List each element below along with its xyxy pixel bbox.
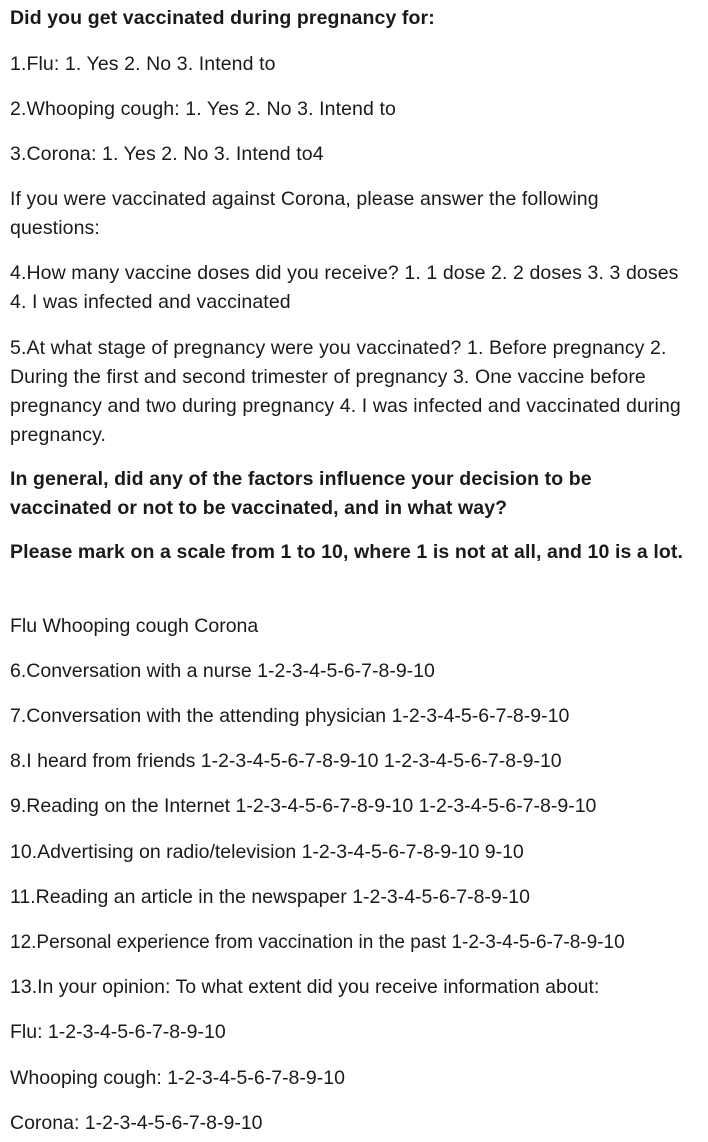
info-whooping-cough: Whooping cough: 1-2-3-4-5-6-7-8-9-10 <box>10 1067 345 1089</box>
question-5-stage: 5.At what stage of pregnancy were you vaccinated? 1. Before pregnancy 2. During the first and second trimester of pregnancy 3. One vaccine before pregnancy and two during pregnancy 4. I was infected and vaccinated during pregnancy. <box>10 337 681 446</box>
factors-heading: In general, did any of the factors influence your decision to be vaccinated or not to be vaccinated, and in what way? <box>10 468 592 519</box>
vaccination-heading: Did you get vaccinated during pregnancy for: <box>10 7 435 29</box>
question-1-flu: 1.Flu: 1. Yes 2. No 3. Intend to <box>10 53 276 75</box>
question-8-friends: 8.I heard from friends 1-2-3-4-5-6-7-8-9-10 1-2-3-4-5-6-7-8-9-10 <box>10 750 562 772</box>
question-13-information: 13.In your opinion: To what extent did you receive information about: <box>10 976 600 998</box>
scale-heading: Please mark on a scale from 1 to 10, where 1 is not at all, and 10 is a lot. <box>10 541 684 563</box>
question-6-nurse: 6.Conversation with a nurse 1-2-3-4-5-6-7-8-9-10 <box>10 660 435 682</box>
question-10-advertising: 10.Advertising on radio/television 1-2-3-4-5-6-7-8-9-10 9-10 <box>10 841 524 863</box>
question-2-whooping-cough: 2.Whooping cough: 1. Yes 2. No 3. Intend to <box>10 98 396 120</box>
question-12-experience: 12.Personal experience from vaccination in the past 1-2-3-4-5-6-7-8-9-10 <box>10 932 625 953</box>
question-11-newspaper: 11.Reading an article in the newspaper 1-2-3-4-5-6-7-8-9-10 <box>10 886 530 908</box>
scale-columns: Flu Whooping cough Corona <box>10 615 259 637</box>
question-3-corona: 3.Corona: 1. Yes 2. No 3. Intend to4 <box>10 143 324 165</box>
question-7-physician: 7.Conversation with the attending physician 1-2-3-4-5-6-7-8-9-10 <box>10 705 570 727</box>
question-4-doses: 4.How many vaccine doses did you receive? 1. 1 dose 2. 2 doses 3. 3 doses 4. I was infected and vaccinated <box>10 262 679 313</box>
question-9-internet: 9.Reading on the Internet 1-2-3-4-5-6-7-8-9-10 1-2-3-4-5-6-7-8-9-10 <box>10 795 597 817</box>
info-flu: Flu: 1-2-3-4-5-6-7-8-9-10 <box>10 1021 226 1043</box>
corona-intro-text: If you were vaccinated against Corona, please answer the following questions: <box>10 188 599 239</box>
info-corona: Corona: 1-2-3-4-5-6-7-8-9-10 <box>10 1112 263 1134</box>
